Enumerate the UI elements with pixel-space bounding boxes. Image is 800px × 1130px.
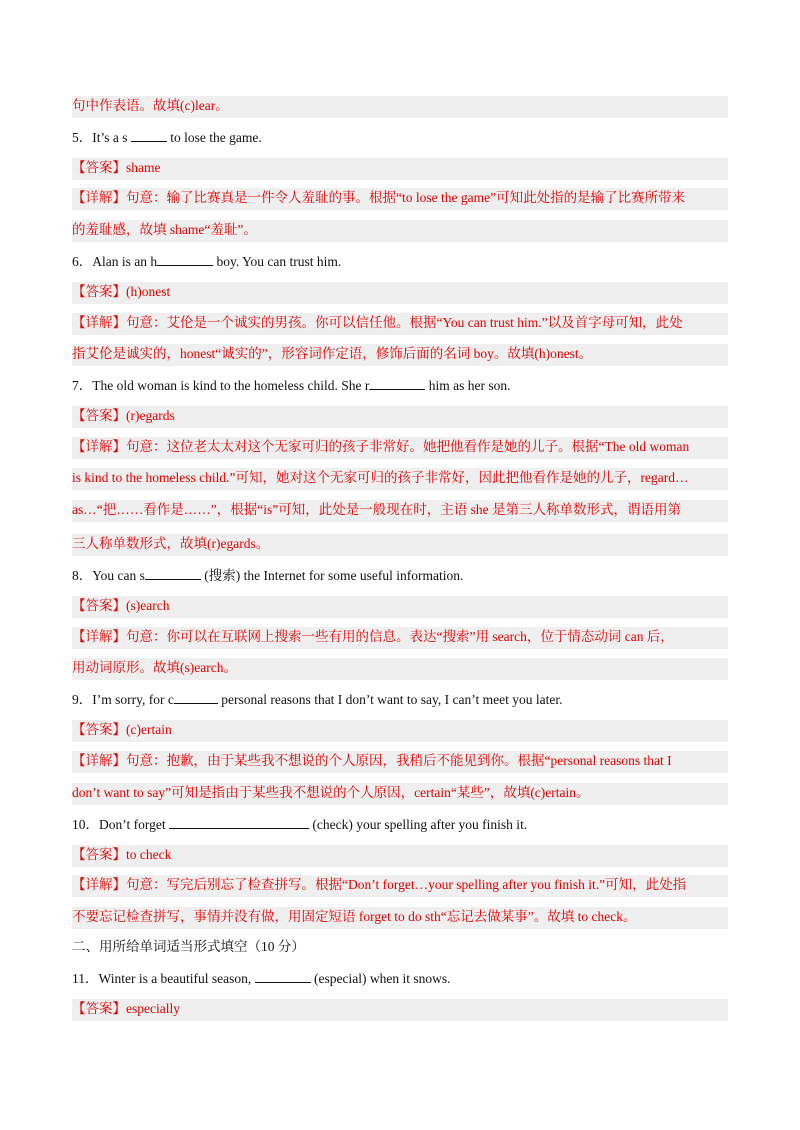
answer-line: 【答案】(s)earch	[72, 596, 728, 618]
question-text: him as her son.	[425, 378, 511, 393]
explanation-line: 【详解】句意：这位老太太对这个无家可归的孩子非常好。她把他看作是她的儿子。根据“The old woman	[72, 437, 728, 459]
explanation-line: don’t want to say”可知是指由于某些我不想说的个人原因，certain“某些”，故填(c)ertain。	[72, 783, 728, 805]
question-text: 9．I’m sorry, for c	[72, 692, 174, 707]
question-text: to lose the game.	[166, 130, 262, 145]
question-11	[72, 968, 728, 990]
question-text: 10．Don’t forget	[72, 817, 169, 832]
question-9	[72, 689, 728, 711]
explanation-line: 【详解】句意：写完后别忘了检查拼写。根据“Don’t forget…your spelling after you finish it.”可知，此处指	[72, 875, 728, 897]
answer-blank	[157, 251, 213, 266]
explanation-line: as…“把……看作是……”，根据“is”可知，此处是一般现在时，主语 she 是第三人称单数形式，谓语用第	[72, 500, 728, 522]
explanation-line: 的羞耻感，故填 shame“羞耻”。	[72, 220, 728, 242]
question-8	[72, 565, 728, 587]
question-text: personal reasons that I don’t want to say, I can’t meet you later.	[217, 692, 563, 707]
answer-blank	[131, 127, 167, 142]
explanation-line: 【详解】句意：艾伦是一个诚实的男孩。你可以信任他。根据“You can trust him.”以及首字母可知，此处	[72, 313, 728, 335]
answer-line: 【答案】(h)onest	[72, 282, 728, 304]
question-text: (check) your spelling after you finish it.	[309, 817, 528, 832]
answer-blank	[255, 968, 311, 983]
question-text: (especial) when it snows.	[310, 971, 451, 986]
question-text: 6．Alan is an h	[72, 254, 158, 269]
question-6	[72, 251, 728, 273]
explanation-line: 【详解】句意：抱歉，由于某些我不想说的个人原因，我稍后不能见到你。根据“personal reasons that I	[72, 751, 728, 773]
question-5	[72, 127, 728, 149]
answer-line: 【答案】(r)egards	[72, 406, 728, 428]
explanation-line: 用动词原形。故填(s)earch。	[72, 658, 728, 680]
question-text: 8．You can s	[72, 568, 145, 583]
answer-blank	[369, 375, 425, 390]
answer-blank	[169, 814, 309, 829]
answer-blank	[174, 689, 218, 704]
explanation-line: 【详解】句意：输了比赛真是一件令人羞耻的事。根据“to lose the game”可知此处指的是输了比赛所带来	[72, 188, 728, 210]
explanation-line: 指艾伦是诚实的，honest“诚实的”，形容词作定语，修饰后面的名词 boy。故填(h)onest。	[72, 344, 728, 366]
answer-line: 【答案】especially	[72, 999, 728, 1021]
question-text: 11．Winter is a beautiful season,	[72, 971, 255, 986]
answer-line: 【答案】shame	[72, 158, 728, 180]
question-10	[72, 814, 728, 836]
question-text: (搜索) the Internet for some useful information.	[200, 568, 464, 583]
answer-blank	[145, 565, 201, 580]
explanation-line: 【详解】句意：你可以在互联网上搜索一些有用的信息。表达“搜索”用 search，位于情态动词 can 后，	[72, 627, 728, 649]
answer-line: 【答案】(c)ertain	[72, 720, 728, 742]
answer-line: 【答案】to check	[72, 845, 728, 867]
question-text: 5．It’s a s	[72, 130, 131, 145]
section-heading: 二、用所给单词适当形式填空（10 分）	[72, 939, 305, 954]
question-text: 7．The old woman is kind to the homeless child. She r	[72, 378, 370, 393]
explanation-line: 三人称单数形式，故填(r)egards。	[72, 534, 728, 556]
explanation-line: 句中作表语。故填(c)lear。	[72, 96, 728, 118]
question-7	[72, 375, 728, 397]
explanation-line: is kind to the homeless child.”可知，她对这个无家可归的孩子非常好，因此把他看作是她的儿子，regard…	[72, 468, 728, 490]
question-text: boy. You can trust him.	[213, 254, 342, 269]
explanation-line: 不要忘记检查拼写，事情并没有做，用固定短语 forget to do sth“忘记去做某事”。故填 to check。	[72, 907, 728, 929]
